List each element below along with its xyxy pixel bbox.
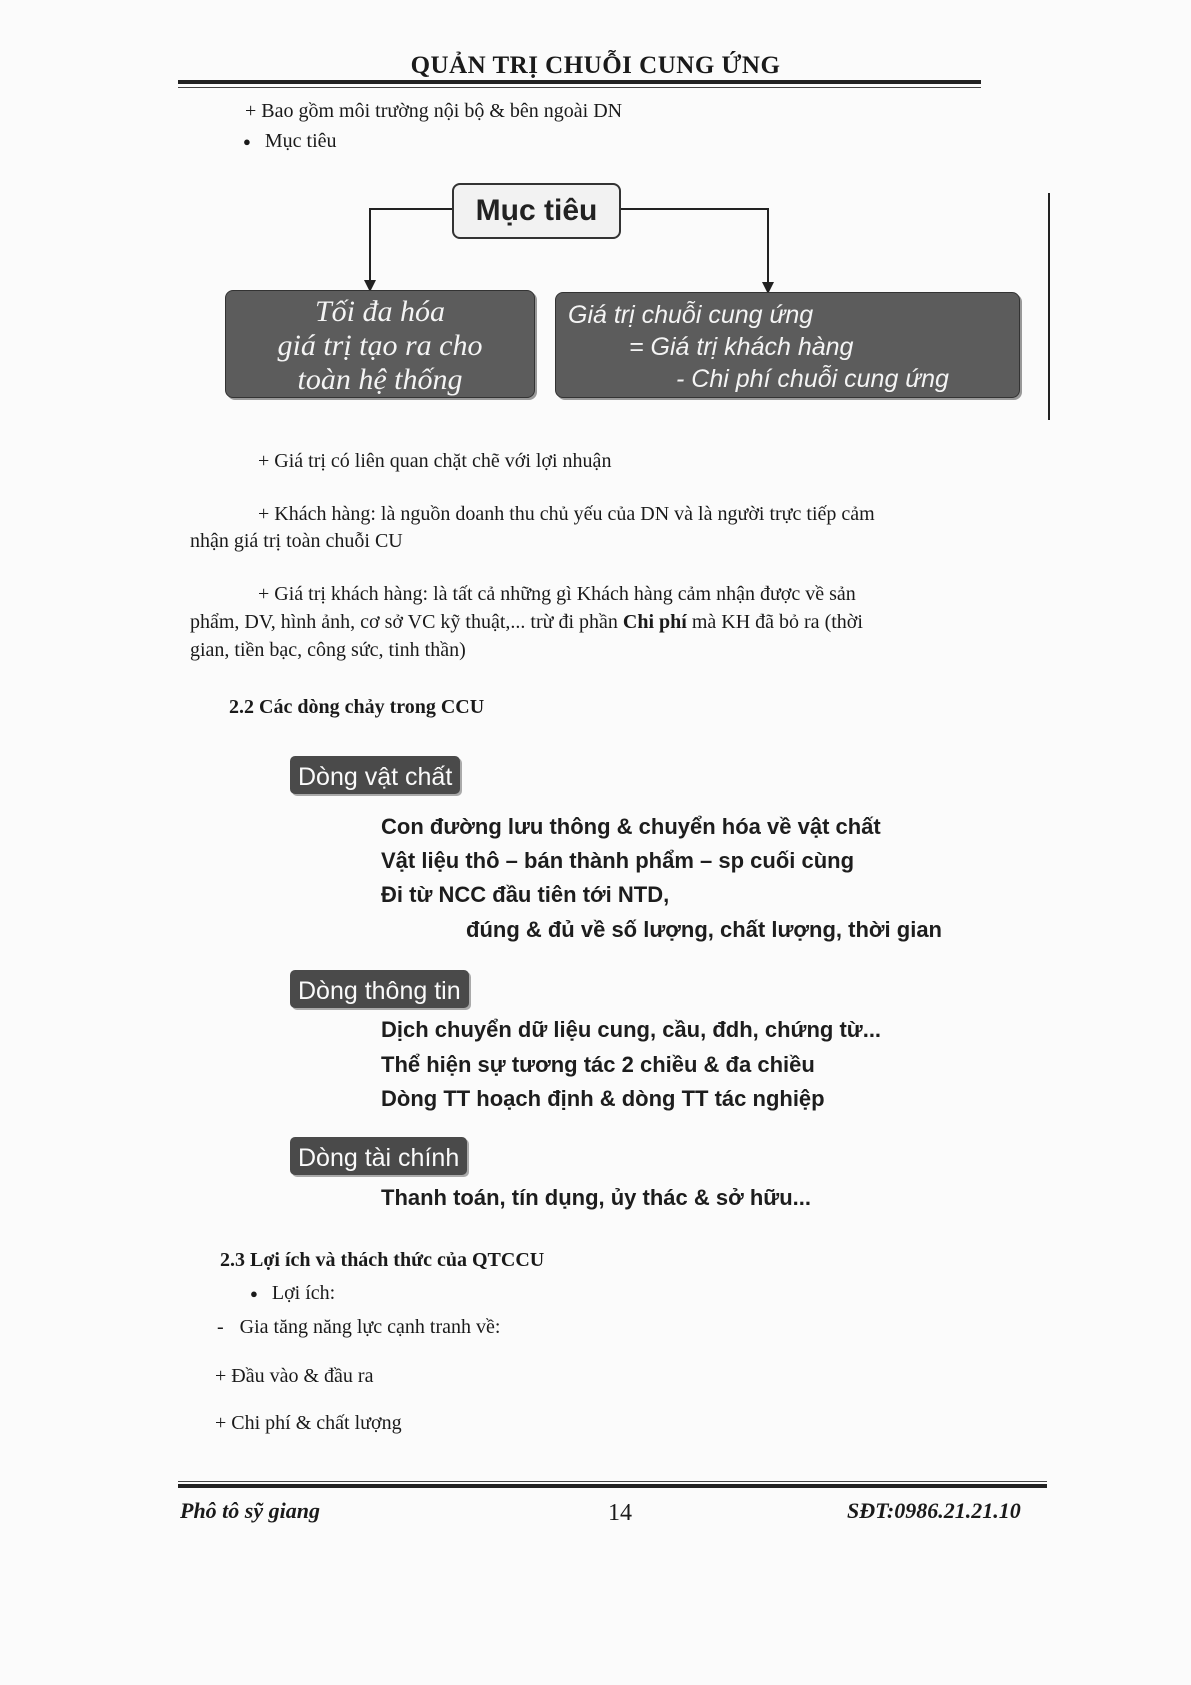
paragraph-bold: Chi phí	[622, 611, 687, 633]
maximize-value-box	[225, 290, 535, 398]
paragraph: + Giá trị khách hàng: là tất cả những gì Khách hàng cảm nhận được về sản	[258, 583, 856, 605]
paragraph: nhận giá trị toàn chuỗi CU	[190, 530, 403, 552]
left-box-line: toàn hệ thống	[297, 363, 463, 396]
benefit-bullet	[250, 1279, 335, 1308]
footer-left: Phô tô sỹ giang	[180, 1498, 320, 1523]
dash-item-label: Gia tăng năng lực cạnh tranh về:	[239, 1316, 501, 1338]
right-box-line: - Chi phí chuỗi cung ứng	[676, 365, 949, 393]
left-box-line: Tối đa hóa	[314, 295, 446, 328]
paragraph: gian, tiền bạc, công sức, tinh thần)	[190, 639, 466, 661]
flow-line: Con đường lưu thông & chuyển hóa về vật chất	[381, 814, 881, 839]
paragraph-text: mà KH đã bỏ ra (thời	[691, 611, 863, 633]
flow-line: Đi từ NCC đầu tiên tới NTD,	[381, 882, 670, 907]
flow-label-material: Dòng vật chất	[290, 756, 460, 794]
objective-box: Mục tiêu	[452, 183, 621, 239]
section-heading: 2.3 Lợi ích và thách thức của QTCCU	[220, 1249, 545, 1271]
flow-line: Dòng TT hoạch định & dòng TT tác nghiệp	[381, 1086, 825, 1111]
list-item: + Đầu vào & đầu ra	[215, 1365, 374, 1387]
flow-line: Vật liệu thô – bán thành phẩm – sp cuối cùng	[381, 848, 855, 873]
intro-line: + Bao gồm môi trường nội bộ & bên ngoài DN	[245, 100, 623, 122]
footer-rule-thin	[178, 1481, 1047, 1482]
dash-icon: -	[217, 1316, 224, 1338]
benefit-bullet-label: Lợi ích:	[271, 1282, 336, 1304]
right-box-line: = Giá trị khách hàng	[629, 333, 854, 361]
flow-line: Thể hiện sự tương tác 2 chiều & đa chiều	[381, 1052, 815, 1077]
paragraph	[190, 608, 863, 636]
right-box-line: Giá trị chuỗi cung ứng	[568, 301, 814, 329]
section-heading: 2.2 Các dòng chảy trong CCU	[229, 696, 485, 718]
flow-line: Dịch chuyển dữ liệu cung, cầu, đdh, chứng từ...	[381, 1017, 882, 1042]
footer-right: SĐT:0986.21.21.10	[847, 1498, 1021, 1523]
bullet-icon: ●	[243, 134, 251, 150]
page-number: 14	[608, 1500, 632, 1526]
left-box-line: giá trị tạo ra cho	[277, 329, 483, 362]
bullet-icon: ●	[250, 1286, 258, 1302]
flow-line: đúng & đủ về số lượng, chất lượng, thời gian	[466, 917, 942, 942]
paragraph-text: phẩm, DV, hình ảnh, cơ sở VC kỹ thuật,... trừ đi phần	[190, 611, 618, 633]
flow-label-finance: Dòng tài chính	[290, 1137, 467, 1175]
paragraph: + Khách hàng: là nguồn doanh thu chủ yếu của DN và là người trực tiếp cảm	[258, 503, 875, 525]
page-header-title: QUẢN TRỊ CHUỖI CUNG ỨNG	[410, 52, 781, 79]
supply-chain-value-box	[555, 292, 1020, 398]
flow-label-information: Dòng thông tin	[290, 970, 469, 1008]
list-item: + Chi phí & chất lượng	[215, 1412, 402, 1434]
intro-bullet-label: Mục tiêu	[264, 130, 337, 152]
footer-rule	[178, 1484, 1047, 1488]
flow-line: Thanh toán, tín dụng, ủy thác & sở hữu...	[381, 1185, 811, 1210]
paragraph: + Giá trị có liên quan chặt chẽ với lợi nhuận	[258, 450, 612, 472]
dash-item	[217, 1313, 500, 1341]
